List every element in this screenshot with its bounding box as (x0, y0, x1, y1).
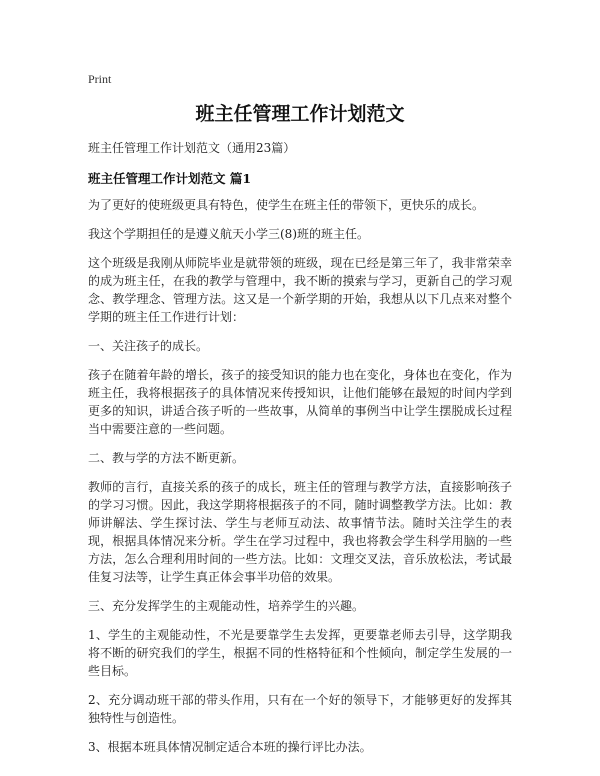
paragraph-point-2-body: 教师的言行，直接关系的孩子的成长，班主任的管理与教学方法，直接影响孩子的学习习惯。因此，我这学期将根据孩子的不同，随时调整教学方法。比如：教师讲解法、学生探讨法、学生与老师互动法、故事情节法。随时关注学生的表现，根据具体情况来分析。学生在学习过程中，我也将教会学生科学用脑的一些方法，怎么合理利用时间的一些方法。比如：文理交叉法，音乐放松法，考试最佳复习法等，让学生真正体会事半功倍的效果。 (88, 480, 512, 584)
paragraph-point-1-heading: 一、关注孩子的成长。 (88, 339, 209, 353)
print-link[interactable]: Print (88, 72, 112, 86)
document-title: 班主任管理工作计划范文 (195, 103, 405, 125)
paragraph-background: 这个班级是我刚从师院毕业是就带领的班级，现在已经是第三年了，我非常荣幸的成为班主任，在我的教学与管理中，我不断的摸索与学习，更新自己的学习观念、教学理念、管理方法。这又是一个新学期的开始，我想从以下几点来对整个学期的班主任工作进行计划： (88, 256, 512, 324)
section-heading: 班主任管理工作计划范文 篇1 (88, 171, 252, 186)
document-subtitle: 班主任管理工作计划范文（通用23篇） (88, 141, 296, 155)
paragraph-point-3-heading: 三、充分发挥学生的主观能动性，培养学生的兴趣。 (88, 599, 365, 613)
paragraph-point-1-body: 孩子在随着年龄的增长，孩子的接受知识的能力也在变化，身体也在变化，作为班主任，我将根据孩子的具体情况来传授知识，让他们能够在最短的时间内学到更多的知识，讲适合孩子听的一些故事，从简单的事例当中让学生摆脱成长过程当中需要注意的一些问题。 (88, 368, 512, 436)
paragraph-item-2: 2、充分调动班干部的带头作用，只有在一个好的领导下，才能够更好的发挥其独特性与创造性。 (88, 693, 512, 725)
paragraph-class-info: 我这个学期担任的是遵义航天小学三(8)班的班主任。 (88, 227, 370, 241)
paragraph-intro: 为了更好的使班级更具有特色，使学生在班主任的带领下，更快乐的成长。 (88, 198, 485, 212)
paragraph-item-3: 3、根据本班具体情况制定适合本班的操行评比办法。 (88, 740, 372, 754)
paragraph-point-2-heading: 二、教与学的方法不断更新。 (88, 451, 245, 465)
paragraph-item-1: 1、学生的主观能动性，不光是要靠学生去发挥，更要靠老师去引导，这学期我将不断的研究我们的学生，根据不同的性格特征和个性倾向，制定学生发展的一些目标。 (88, 628, 512, 678)
